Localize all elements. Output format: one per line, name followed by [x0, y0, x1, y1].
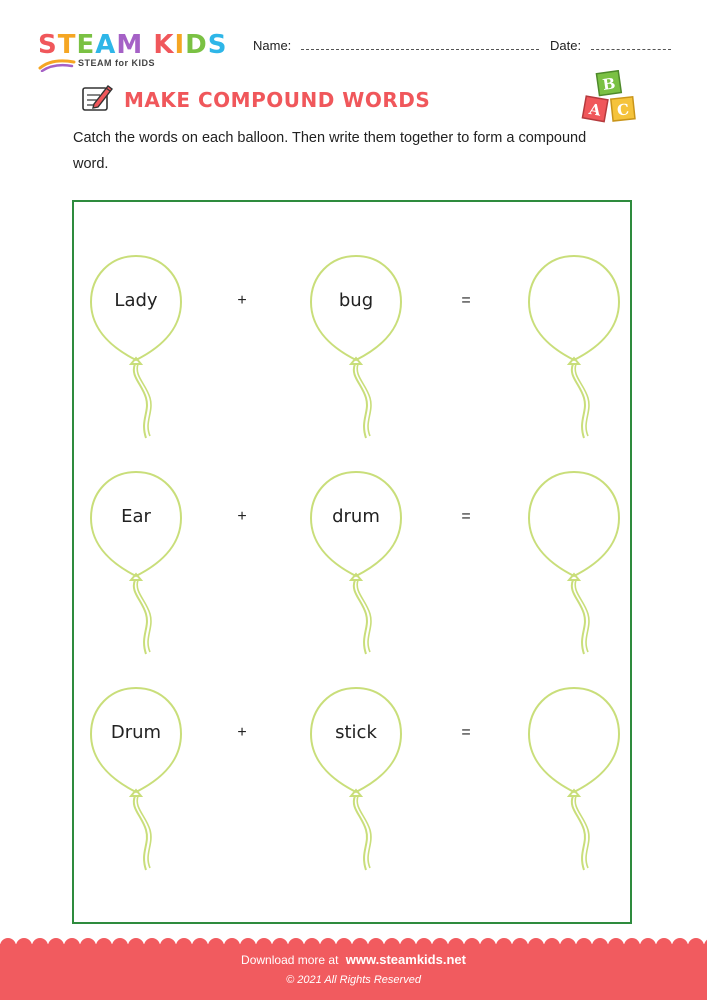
logo-subtitle: STEAM for KIDS: [78, 58, 156, 68]
balloon-second-word: [308, 468, 404, 660]
equals-sign: =: [461, 508, 471, 525]
balloon-first-word: [88, 252, 184, 444]
equals-sign: =: [461, 292, 471, 309]
balloon-first-word: [88, 468, 184, 660]
date-label: Date:: [550, 38, 582, 53]
balloon-word-first: Drum: [110, 722, 162, 743]
svg-text:C: C: [616, 100, 630, 120]
pencil-paper-icon: [80, 82, 114, 114]
balloon-word-second: drum: [332, 506, 380, 527]
abc-blocks-icon: [578, 70, 642, 128]
name-line[interactable]: [301, 39, 539, 50]
balloon-answer: [526, 468, 622, 660]
svg-text:A: A: [587, 99, 603, 120]
instructions-text: Catch the words on each balloon. Then write them together to form a compound word.: [73, 130, 587, 172]
page-title: MAKE COMPOUND WORDS: [124, 88, 431, 112]
footer-site-link[interactable]: www.steamkids.net: [345, 952, 466, 967]
footer-copyright: © 2021 All Rights Reserved: [286, 974, 421, 986]
steam-kids-logo: [38, 30, 238, 75]
logo-swoosh-icon: [38, 56, 78, 72]
plus-sign: +: [237, 292, 247, 309]
logo-wordmark: STEAM KIDS: [38, 30, 228, 60]
balloon-word-first: Lady: [114, 290, 158, 311]
svg-text:B: B: [601, 74, 617, 94]
name-field[interactable]: [253, 38, 539, 53]
balloon-answer: [526, 684, 622, 876]
balloon-answer: [526, 252, 622, 444]
balloon-second-word: [308, 252, 404, 444]
balloon-second-word: [308, 684, 404, 876]
date-field[interactable]: [550, 38, 671, 53]
footer-download: [0, 952, 707, 967]
balloon-first-word: [88, 684, 184, 876]
name-label: Name:: [253, 38, 292, 53]
balloon-word-second: stick: [335, 722, 377, 743]
plus-sign: +: [237, 508, 247, 525]
balloon-word-second: bug: [338, 290, 374, 311]
equals-sign: =: [461, 724, 471, 741]
balloon-word-first: Ear: [121, 506, 151, 527]
date-line[interactable]: [591, 39, 671, 50]
footer-download-prefix: Download more at: [241, 953, 339, 967]
plus-sign: +: [237, 724, 247, 741]
